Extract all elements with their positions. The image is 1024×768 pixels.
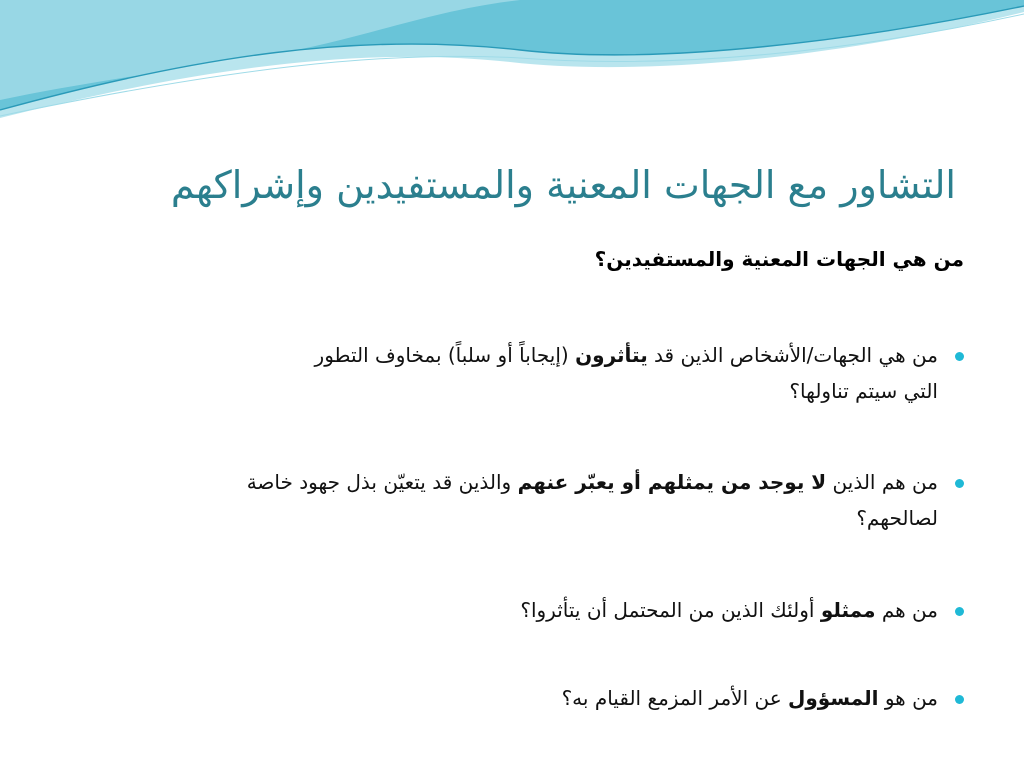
- bullet-text: أولئك الذين من المحتمل أن يتأثروا؟: [520, 598, 821, 622]
- bullet-text: والذين قد يتعيّن بذل جهود خاصة: [246, 470, 518, 494]
- bullet-item: [70, 592, 938, 628]
- bullet-text-line2: التي سيتم تناولها؟: [789, 379, 938, 403]
- bullet-text: من هو: [878, 686, 938, 710]
- bullet-dot-icon: [955, 352, 964, 361]
- bullet-text-bold: يتأثرون: [575, 343, 648, 367]
- slide-subtitle: من هي الجهات المعنية والمستفيدين؟: [594, 247, 964, 271]
- bullet-text: عن الأمر المزمع القيام به؟: [561, 686, 789, 710]
- bullet-text: من هم الذين: [826, 470, 938, 494]
- bullet-text-bold: لا يوجد من يمثلهم أو يعبّر عنهم: [517, 470, 827, 494]
- bullet-text-bold: المسؤول: [788, 686, 879, 710]
- bullet-text: (إيجاباً أو سلباً) بمخاوف التطور: [314, 343, 576, 367]
- bullet-text-bold: ممثلو: [820, 598, 876, 622]
- bullet-item: [70, 680, 938, 716]
- bullet-text-line2: لصالحهم؟: [856, 506, 938, 530]
- bullet-dot-icon: [955, 607, 964, 616]
- bullet-item: [70, 337, 938, 409]
- bullet-text: من هي الجهات/الأشخاص الذين قد: [647, 343, 938, 367]
- bullet-dot-icon: [955, 479, 964, 488]
- bullet-dot-icon: [955, 695, 964, 704]
- slide-title: التشاور مع الجهات المعنية والمستفيدين وإشراكهم: [170, 163, 956, 207]
- bullet-item: [70, 464, 938, 536]
- header-wave-decoration: [0, 0, 1024, 120]
- bullet-text: من هم: [875, 598, 938, 622]
